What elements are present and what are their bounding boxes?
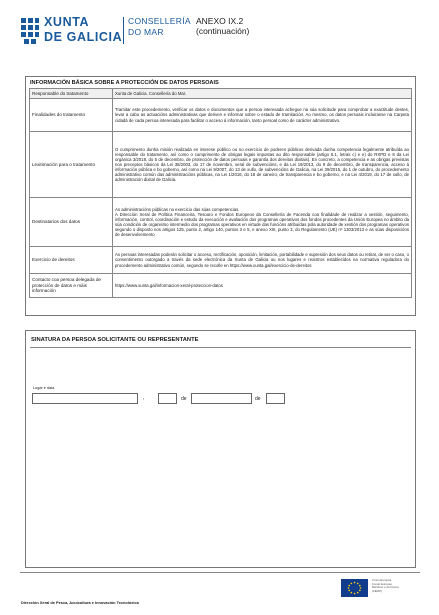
xunta-logo bbox=[20, 14, 191, 50]
footer-directorate: Dirección Xeral de Pesca, Acuicultura e Innovación Tecnolóxica bbox=[21, 600, 139, 605]
logo-xunta-text: XUNTA bbox=[44, 15, 90, 29]
row-value: As administracións públicas no exercicio das súas competencias. A Dirección Xeral de Política Financeira, Tesouro e Fondos Europeos da Consellería de Facenda coa finalidade de realizar a xestión, seguimento, información, control, coordinación e estudo da execución e avaliación dos programas operativos dos fondos procedentes da Unión Europea no ámbito da súa condición de organismo intermedio dos programas operativos en virtude das funcións atribuídas pola autoridade de xestión dos programas operativos segundo o disposto nos artigos 125, punto 2, artigo 140, puntos 3 e 5, e anexo XIII, punto 3, do Regulamento (UE) nº 1303/2013 e as súas disposicións de desenvolvemento bbox=[113, 198, 412, 247]
row-value: https://www.xunta.gal/informacion-xeral-proteccion-datos bbox=[113, 274, 412, 298]
data-protection-title: INFORMACIÓN BÁSICA SOBRE A PROTECCIÓN DE DATOS PERSOAIS bbox=[30, 80, 219, 86]
eu-fund-text bbox=[372, 579, 399, 594]
row-label: Responsable do tratamento bbox=[30, 89, 113, 99]
table-row bbox=[30, 99, 412, 132]
eu-line: Fondo Europeo bbox=[372, 581, 392, 586]
signature-section bbox=[25, 330, 416, 568]
annex-header bbox=[196, 16, 249, 36]
de-separator-1: de bbox=[181, 396, 187, 402]
day-field[interactable] bbox=[158, 393, 177, 404]
annex-title: ANEXO IX.2 bbox=[196, 16, 244, 26]
de-separator-2: de bbox=[255, 396, 261, 402]
footer-divider bbox=[20, 572, 420, 573]
logo-galicia-text: DE GALICIA bbox=[44, 30, 123, 44]
year-field[interactable] bbox=[266, 393, 285, 404]
row-label: Contacto coa persoa delegada de protección de datos e máis información bbox=[30, 274, 113, 298]
row-label: Exercicio de dereitos bbox=[30, 247, 113, 274]
logo-divider bbox=[123, 17, 124, 44]
eu-funding-logo bbox=[341, 579, 415, 599]
row-label: Destinatarios dos datos bbox=[30, 198, 113, 247]
eu-line: (FEMP) bbox=[372, 589, 382, 594]
table-row bbox=[30, 274, 412, 298]
department-name-line1: CONSELLERÍA bbox=[128, 16, 191, 26]
signature-title: SINATURA DA PERSOA SOLICITANTE OU REPRESENTANTE bbox=[31, 337, 199, 343]
comma-separator: , bbox=[143, 395, 145, 401]
table-row bbox=[30, 89, 412, 99]
month-field[interactable] bbox=[191, 393, 252, 404]
place-date-label: Lugar e data bbox=[33, 386, 55, 390]
eu-line: Marítimo e de Pesca bbox=[372, 585, 399, 590]
eu-flag-icon bbox=[341, 579, 368, 597]
row-label: Finalidades do tratamento bbox=[30, 99, 113, 132]
data-protection-table bbox=[29, 88, 412, 298]
row-value: O cumprimento dunha misión realizada en interese público ou no exercicio de poderes públicos derivada dunha competencia legalmente atribuída ao responsable do tratamento, así como o cumprimento de obrigas legais impostas ao dito responsable (artigo 6.1, letras c) e e) do RXPD e 8 da Lei orgánica 3/2018, do 5 de decembro, de protección de datos persoais e garantía dos dereitos dixitais). En concreto, a competencia e as obrigas previstas nos preceptos básicos da Lei 38/2003, do 17 de novembro, xeral de subvencións, e da Lei 19/2013, do 9 de decembro, de transparencia, acceso á información pública e bo goberno, así como na Lei 9/2007, do 13 de xullo, de subvencións de Galicia, na Lei 39/2015, do 1 de outubro, do procedemento administrativo común das administracións públicas, na Lei 1/2016, do 18 de xaneiro, de transparencia e bo goberno, e na Lei 4/2019, do 17 de xullo, de administración dixital de Galicia. bbox=[113, 132, 412, 198]
xunta-emblem-icon bbox=[20, 16, 40, 46]
row-value: As persoas interesadas poderán solicitar o acceso, rectificación, oposición, limitación, portabilidade e supresión dos seus datos ou retirar, de ser o caso, o consentimento outorgado a través da sede electrónica da Xunta de Galicia ou nos lugares e rexistros establecidos na normativa reguladora do procedemento administrativo común, segundo se recolle en https://www.xunta.gal/exercicio-de-dereitos bbox=[113, 247, 412, 274]
table-row bbox=[30, 198, 412, 247]
department-name-line2: DO MAR bbox=[128, 27, 164, 37]
place-field[interactable] bbox=[32, 393, 138, 404]
data-protection-section bbox=[25, 76, 416, 316]
row-value: Tramitar este procedemento, verificar os datos e documentos que a persoa interesada achegue na súa solicitude para comprobar a exactitude destes, levar a cabo as actuacións administrativas que deriven e informar sobre o estado de tramitación. Ao mesmo, os datos persoais incluiranse na Carpeta cidadá de cada persoa interesada para facilitar o acceso á información, tanto persoal como de carácter administrativo. bbox=[113, 99, 412, 132]
annex-subtitle: (continuación) bbox=[196, 26, 250, 36]
eu-line: Unión Europea bbox=[372, 578, 392, 582]
table-row bbox=[30, 132, 412, 198]
table-row bbox=[30, 247, 412, 274]
signature-divider bbox=[30, 347, 411, 348]
row-label: Lexitimación para o tratamento bbox=[30, 132, 113, 198]
row-value: Xunta de Galicia. Consellería do Mar. bbox=[113, 89, 412, 99]
